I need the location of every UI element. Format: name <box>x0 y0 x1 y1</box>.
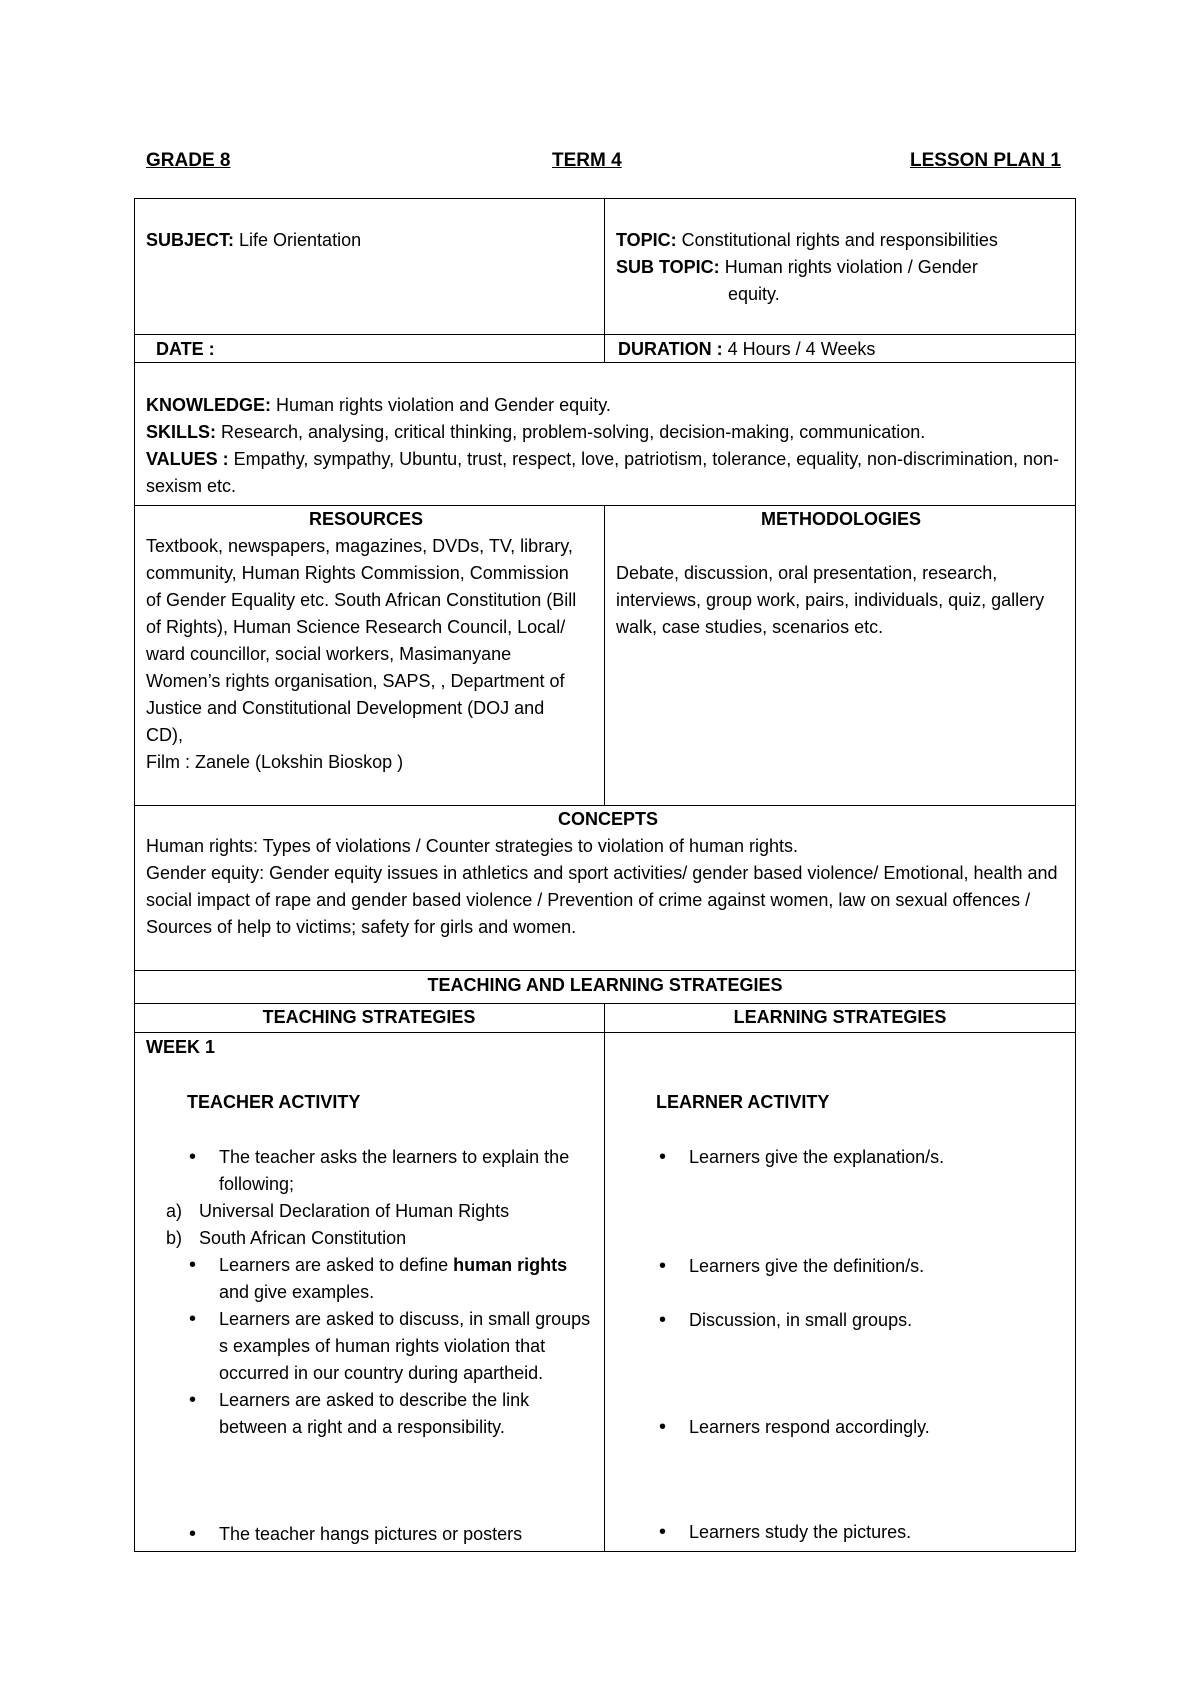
resources-cell <box>146 506 586 776</box>
learner-item: • Learners study the pictures. <box>616 1519 1066 1546</box>
learner-item-5 <box>616 1519 1066 1546</box>
sub-topic-label: SUB TOPIC: <box>616 257 720 277</box>
subject-label: SUBJECT: <box>146 230 235 250</box>
teaching-strategies-heading: TEACHING STRATEGIES <box>262 1007 476 1027</box>
resources-film: Film : Zanele (Lokshin Bioskop ) <box>146 752 404 772</box>
date-label: DATE : <box>156 339 215 359</box>
knowledge-value: Human rights violation and Gender equity. <box>271 395 611 415</box>
row-divider <box>134 362 1076 363</box>
concepts-line1: Human rights: Types of violations / Counter strategies to violation of human rights. <box>146 836 798 856</box>
subitem-marker: a) <box>166 1201 183 1221</box>
learner-item: • Learners give the definition/s. <box>616 1253 1066 1280</box>
row-divider <box>134 1032 1076 1033</box>
teacher-subitem-a <box>146 1198 596 1225</box>
concepts-line2: Gender equity: Gender equity issues in athletics and sport activities/ gender based violence/ Emotional, health and social impact of rape and gender based violence / Prevention of crime against women, law on sexual offences / Sources of help to victims; safety for girls and women. <box>146 863 1058 937</box>
values-value: Empathy, sympathy, Ubuntu, trust, respect, love, patriotism, tolerance, equality, non-discrimination, non-sexism etc. <box>146 449 1060 496</box>
column-divider <box>604 505 605 805</box>
concepts-heading: CONCEPTS <box>557 809 658 829</box>
learner-item-2 <box>616 1253 1066 1280</box>
subitem-marker: b) <box>166 1228 183 1248</box>
item-text: Learners are asked to define <box>219 1255 454 1275</box>
teacher-item: • The teacher asks the learners to explain the following; <box>146 1144 596 1198</box>
sub-topic-value-cont: equity. <box>728 284 780 304</box>
subject-cell <box>146 227 596 254</box>
teacher-list-cont <box>146 1521 596 1548</box>
kv-cell <box>146 392 1066 500</box>
skills-value: Research, analysing, critical thinking, problem-solving, decision-making, communication. <box>216 422 926 442</box>
duration-label: DURATION : <box>618 339 723 359</box>
subitem-text: Universal Declaration of Human Rights <box>199 1201 510 1221</box>
row-divider <box>134 334 1076 335</box>
week-label: WEEK 1 <box>146 1037 216 1057</box>
learner-activity-heading: LEARNER ACTIVITY <box>656 1092 830 1112</box>
resources-text: Textbook, newspapers, magazines, DVDs, TV, library, community, Human Rights Commission, Commission of Gender Equality etc. South African Constitution (Bill of Rights), Human Science Research Council, Local/ ward councillor, social workers, Masimanyane Women’s rights organisation, SAPS, , Department of Justice and Constitutional Development (DOJ and CD), <box>146 536 577 745</box>
learner-item: • Learners respond accordingly. <box>616 1414 1066 1441</box>
term-heading: TERM 4 <box>552 150 622 171</box>
teacher-subitem-b <box>146 1225 596 1252</box>
learner-item-3 <box>616 1307 1066 1334</box>
resources-heading: RESOURCES <box>308 509 424 529</box>
duration-cell <box>618 336 875 363</box>
methodologies-cell <box>616 506 1066 641</box>
row-divider <box>134 970 1076 971</box>
sub-topic-value: Human rights violation / Gender <box>719 257 978 277</box>
subject-value: Life Orientation <box>234 230 362 250</box>
methodologies-text: Debate, discussion, oral presentation, research, interviews, group work, pairs, individuals, quiz, gallery walk, case studies, scenarios etc. <box>616 563 1045 637</box>
skills-label: SKILLS: <box>146 422 216 442</box>
item-text: and give examples. <box>219 1282 375 1302</box>
subitem-text: South African Constitution <box>199 1228 407 1248</box>
tls-heading: TEACHING AND LEARNING STRATEGIES <box>427 975 783 995</box>
topic-value: Constitutional rights and responsibilities <box>676 230 998 250</box>
learner-item-1 <box>616 1144 1066 1171</box>
learner-item: • Discussion, in small groups. <box>616 1307 1066 1334</box>
teacher-list <box>146 1144 596 1441</box>
teacher-activity-heading: TEACHER ACTIVITY <box>187 1092 361 1112</box>
topic-label: TOPIC: <box>616 230 677 250</box>
teacher-item: • Learners are asked to discuss, in small groups s examples of human rights violation that occurred in our country during apartheid. <box>146 1306 596 1387</box>
learning-strategies-heading: LEARNING STRATEGIES <box>733 1007 947 1027</box>
methodologies-heading: METHODOLOGIES <box>760 509 921 529</box>
concepts-cell <box>146 806 1070 941</box>
column-divider <box>604 198 605 362</box>
teacher-item: • The teacher hangs pictures or posters <box>146 1521 596 1548</box>
item-bold-term: human rights <box>453 1255 568 1275</box>
knowledge-label: KNOWLEDGE: <box>146 395 271 415</box>
topic-cell <box>616 227 1066 308</box>
duration-value: 4 Hours / 4 Weeks <box>722 339 876 359</box>
grade-heading: GRADE 8 <box>146 150 231 171</box>
teacher-item <box>146 1252 596 1306</box>
values-label: VALUES : <box>146 449 229 469</box>
teacher-item: • Learners are asked to describe the link between a right and a responsibility. <box>146 1387 596 1441</box>
lesson-plan-heading: LESSON PLAN 1 <box>910 150 1061 171</box>
learner-item-4 <box>616 1414 1066 1441</box>
column-divider <box>604 1003 605 1552</box>
learner-item: • Learners give the explanation/s. <box>616 1144 1066 1171</box>
